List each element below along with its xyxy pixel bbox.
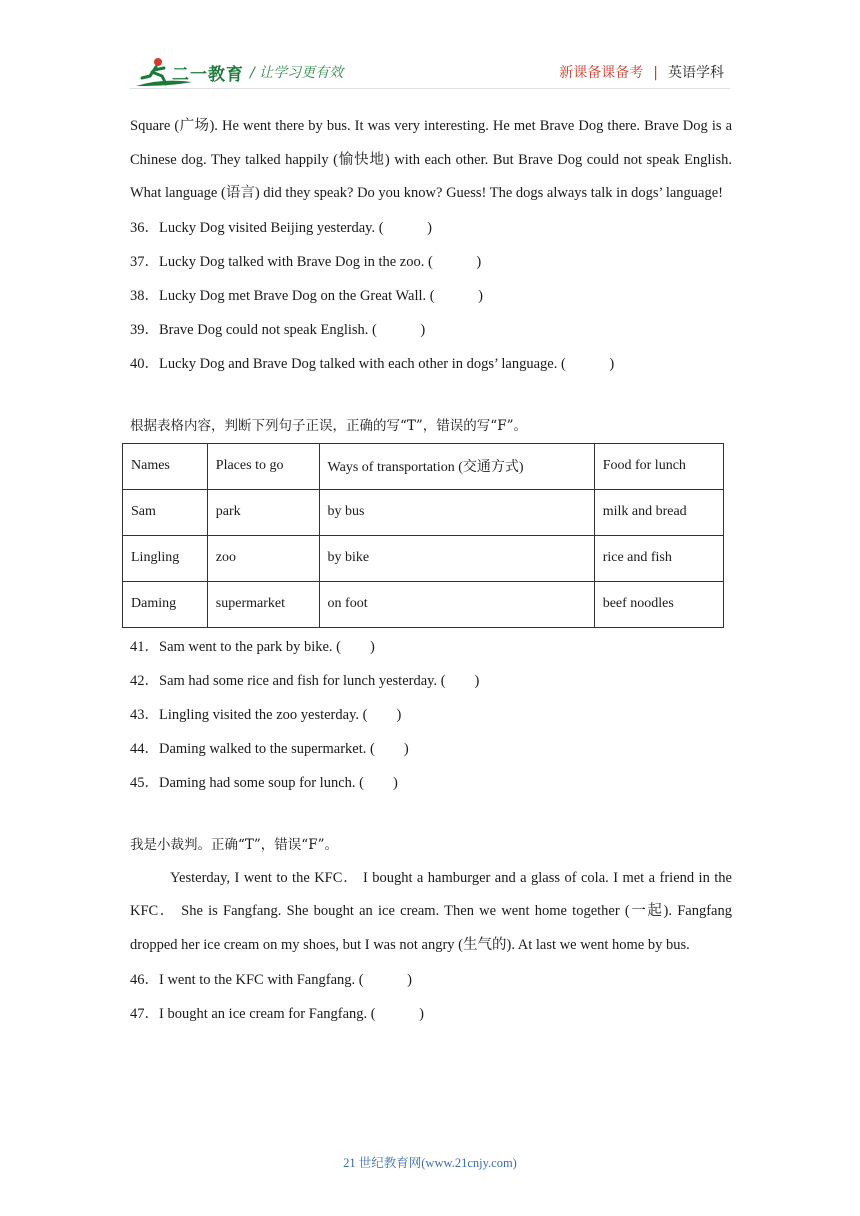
instruction-judge: 我是小裁判。正确“T”，错误“F”。: [130, 836, 338, 853]
header-separator: |: [653, 65, 658, 81]
table-cell: on foot: [319, 581, 594, 627]
question-39: 39．Brave Dog could not speak English. ( ): [130, 321, 426, 338]
logo-text: 二一教育: [172, 65, 244, 85]
question-40: 40．Lucky Dog and Brave Dog talked with each other in dogs’ language. ( ): [130, 355, 615, 372]
header-course-label: 新课备课备考: [559, 65, 644, 81]
question-37: 37．Lucky Dog talked with Brave Dog in the zoo. ( ): [130, 253, 482, 270]
page-footer: 21 世纪教育网(www.21cnjy.com): [343, 1156, 517, 1170]
instruction-table: 根据表格内容，判断下列句子正误，正确的写“T”，错误的写“F”。: [130, 417, 527, 434]
question-47: 47．I bought an ice cream for Fangfang. ( ): [130, 1005, 424, 1022]
header-divider: [130, 88, 730, 89]
question-44: 44．Daming walked to the supermarket. ( ): [130, 740, 409, 757]
table-header-cell: Food for lunch: [594, 443, 723, 489]
table-cell: Sam: [123, 489, 208, 535]
table-cell: by bus: [319, 489, 594, 535]
table-cell: milk and bread: [594, 489, 723, 535]
table-cell: park: [207, 489, 319, 535]
table-cell: zoo: [207, 535, 319, 581]
header-subject-label: 英语学科: [668, 65, 724, 81]
document-body: [130, 110, 732, 1031]
table-cell: rice and fish: [594, 535, 723, 581]
table-header-cell: Places to go: [207, 443, 319, 489]
question-38: 38．Lucky Dog met Brave Dog on the Great Wall. ( ): [130, 287, 483, 304]
table-cell: Lingling: [123, 535, 208, 581]
question-46: 46．I went to the KFC with Fangfang. ( ): [130, 971, 412, 988]
page-header: [0, 0, 860, 100]
question-45: 45．Daming had some soup for lunch. ( ): [130, 774, 398, 791]
question-36: 36．Lucky Dog visited Beijing yesterday. ( ): [130, 219, 432, 236]
passage-3: Yesterday, I went to the KFC． I bought a hamburger and a glass of cola. I met a friend in the KFC． She is Fangfang. She bought an ice cream. Then we went home together (一起). Fangfang dropped her ice cream on my shoes, but I was not angry (生气的). At last we went home by bus.: [130, 869, 732, 953]
table-header-cell: Ways of transportation (交通方式): [319, 443, 594, 489]
slogan: / 让学习更有效: [250, 65, 344, 81]
passage-1: Square (广场). He went there by bus. It was very interesting. He met Brave Dog there. Brave Dog is a Chinese dog. They talked happily (愉快地) with each other. But Brave Dog could not speak English. What language (语言) did they speak? Do you know? Guess! The dogs always talk in dogs’ language!: [130, 118, 732, 202]
question-42: 42．Sam had some rice and fish for lunch yesterday. ( ): [130, 672, 480, 689]
table-row: [123, 535, 724, 581]
table-cell: by bike: [319, 535, 594, 581]
table-cell: Daming: [123, 581, 208, 627]
table-header-cell: Names: [123, 443, 208, 489]
question-43: 43．Lingling visited the zoo yesterday. ( ): [130, 706, 402, 723]
table-row: [123, 489, 724, 535]
info-table: [122, 443, 724, 628]
header-subject: [559, 62, 724, 82]
question-41: 41．Sam went to the park by bike. ( ): [130, 638, 375, 655]
table-row: [123, 581, 724, 627]
table-header-row: [123, 443, 724, 489]
table-cell: beef noodles: [594, 581, 723, 627]
table-cell: supermarket: [207, 581, 319, 627]
